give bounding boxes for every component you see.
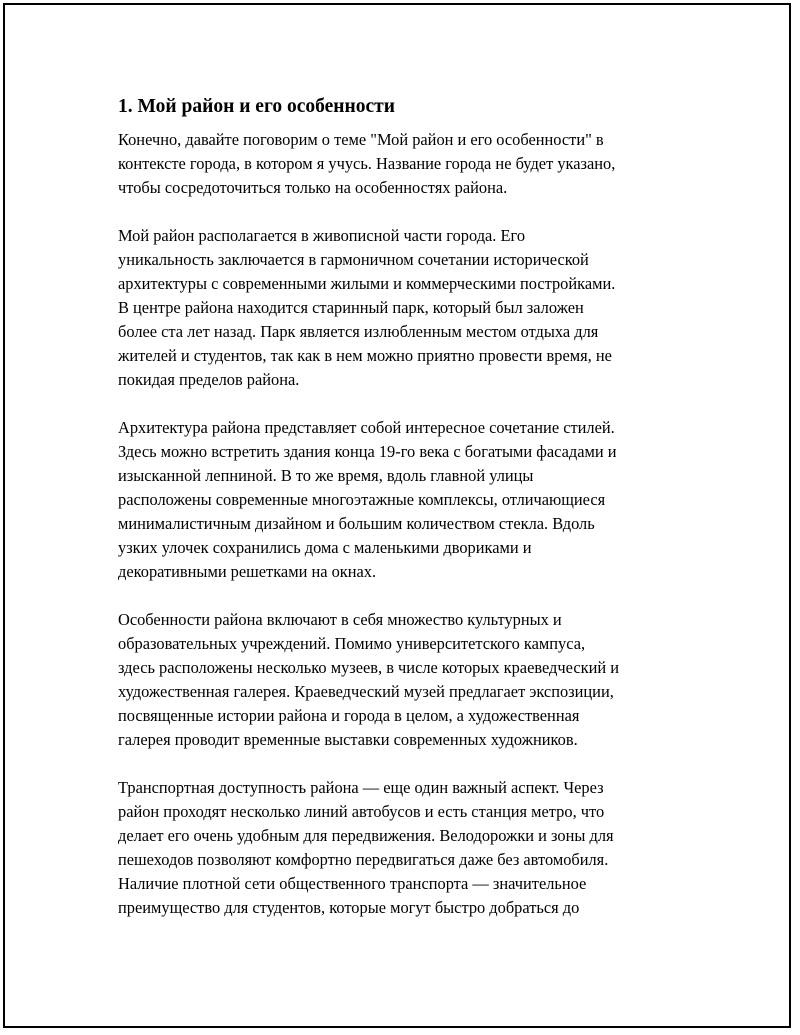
text-line: Особенности района включают в себя множество культурных и bbox=[118, 610, 562, 629]
text-line: посвященные истории района и города в целом, а художественная bbox=[118, 706, 580, 725]
text-line: покидая пределов района. bbox=[118, 370, 300, 389]
text-line: галерея проводит временные выставки современных художников. bbox=[118, 730, 578, 749]
text-line: чтобы сосредоточиться только на особенностях района. bbox=[118, 178, 508, 197]
text-line: декоративными решетками на окнах. bbox=[118, 562, 377, 581]
text-line: В центре района находится старинный парк, который был заложен bbox=[118, 298, 584, 317]
text-line: Транспортная доступность района — еще один важный аспект. Через bbox=[118, 778, 604, 797]
document-title: 1. Мой район и его особенности bbox=[118, 96, 395, 117]
paragraph-transport bbox=[118, 776, 686, 920]
paragraph-intro bbox=[118, 128, 686, 200]
text-line: Наличие плотной сети общественного транспорта — значительное bbox=[118, 874, 587, 893]
text-line: образовательных учреждений. Помимо университетского кампуса, bbox=[118, 634, 586, 653]
text-line: преимущество для студентов, которые могут быстро добраться до bbox=[118, 898, 580, 917]
paragraph-location bbox=[118, 224, 686, 392]
text-line: художественная галерея. Краеведческий музей предлагает экспозиции, bbox=[118, 682, 614, 701]
text-line: Конечно, давайте поговорим о теме "Мой район и его особенности" в bbox=[118, 130, 604, 149]
text-line: делает его очень удобным для передвижения. Велодорожки и зоны для bbox=[118, 826, 614, 845]
text-line: район проходят несколько линий автобусов и есть станция метро, что bbox=[118, 802, 605, 821]
text-line: уникальность заключается в гармоничном сочетании исторической bbox=[118, 250, 589, 269]
text-line: Здесь можно встретить здания конца 19-го века с богатыми фасадами и bbox=[118, 442, 617, 461]
text-line: изысканной лепниной. В то же время, вдоль главной улицы bbox=[118, 466, 534, 485]
text-line: контексте города, в котором я учусь. Название города не будет указано, bbox=[118, 154, 616, 173]
text-line: узких улочек сохранились дома с маленькими двориками и bbox=[118, 538, 532, 557]
paragraph-culture bbox=[118, 608, 686, 752]
text-line: Архитектура района представляет собой интересное сочетание стилей. bbox=[118, 418, 615, 437]
paragraph-architecture bbox=[118, 416, 686, 584]
text-line: пешеходов позволяют комфортно передвигаться даже без автомобиля. bbox=[118, 850, 609, 869]
text-line: минималистичным дизайном и большим количеством стекла. Вдоль bbox=[118, 514, 595, 533]
text-line: более ста лет назад. Парк является излюбленным местом отдыха для bbox=[118, 322, 599, 341]
text-line: здесь расположены несколько музеев, в числе которых краеведческий и bbox=[118, 658, 619, 677]
text-line: архитектуры с современными жилыми и коммерческими постройками. bbox=[118, 274, 616, 293]
text-line: расположены современные многоэтажные комплексы, отличающиеся bbox=[118, 490, 606, 509]
text-line: жителей и студентов, так как в нем можно приятно провести время, не bbox=[118, 346, 612, 365]
document-body bbox=[118, 94, 686, 944]
text-line: Мой район располагается в живописной части города. Его bbox=[118, 226, 526, 245]
